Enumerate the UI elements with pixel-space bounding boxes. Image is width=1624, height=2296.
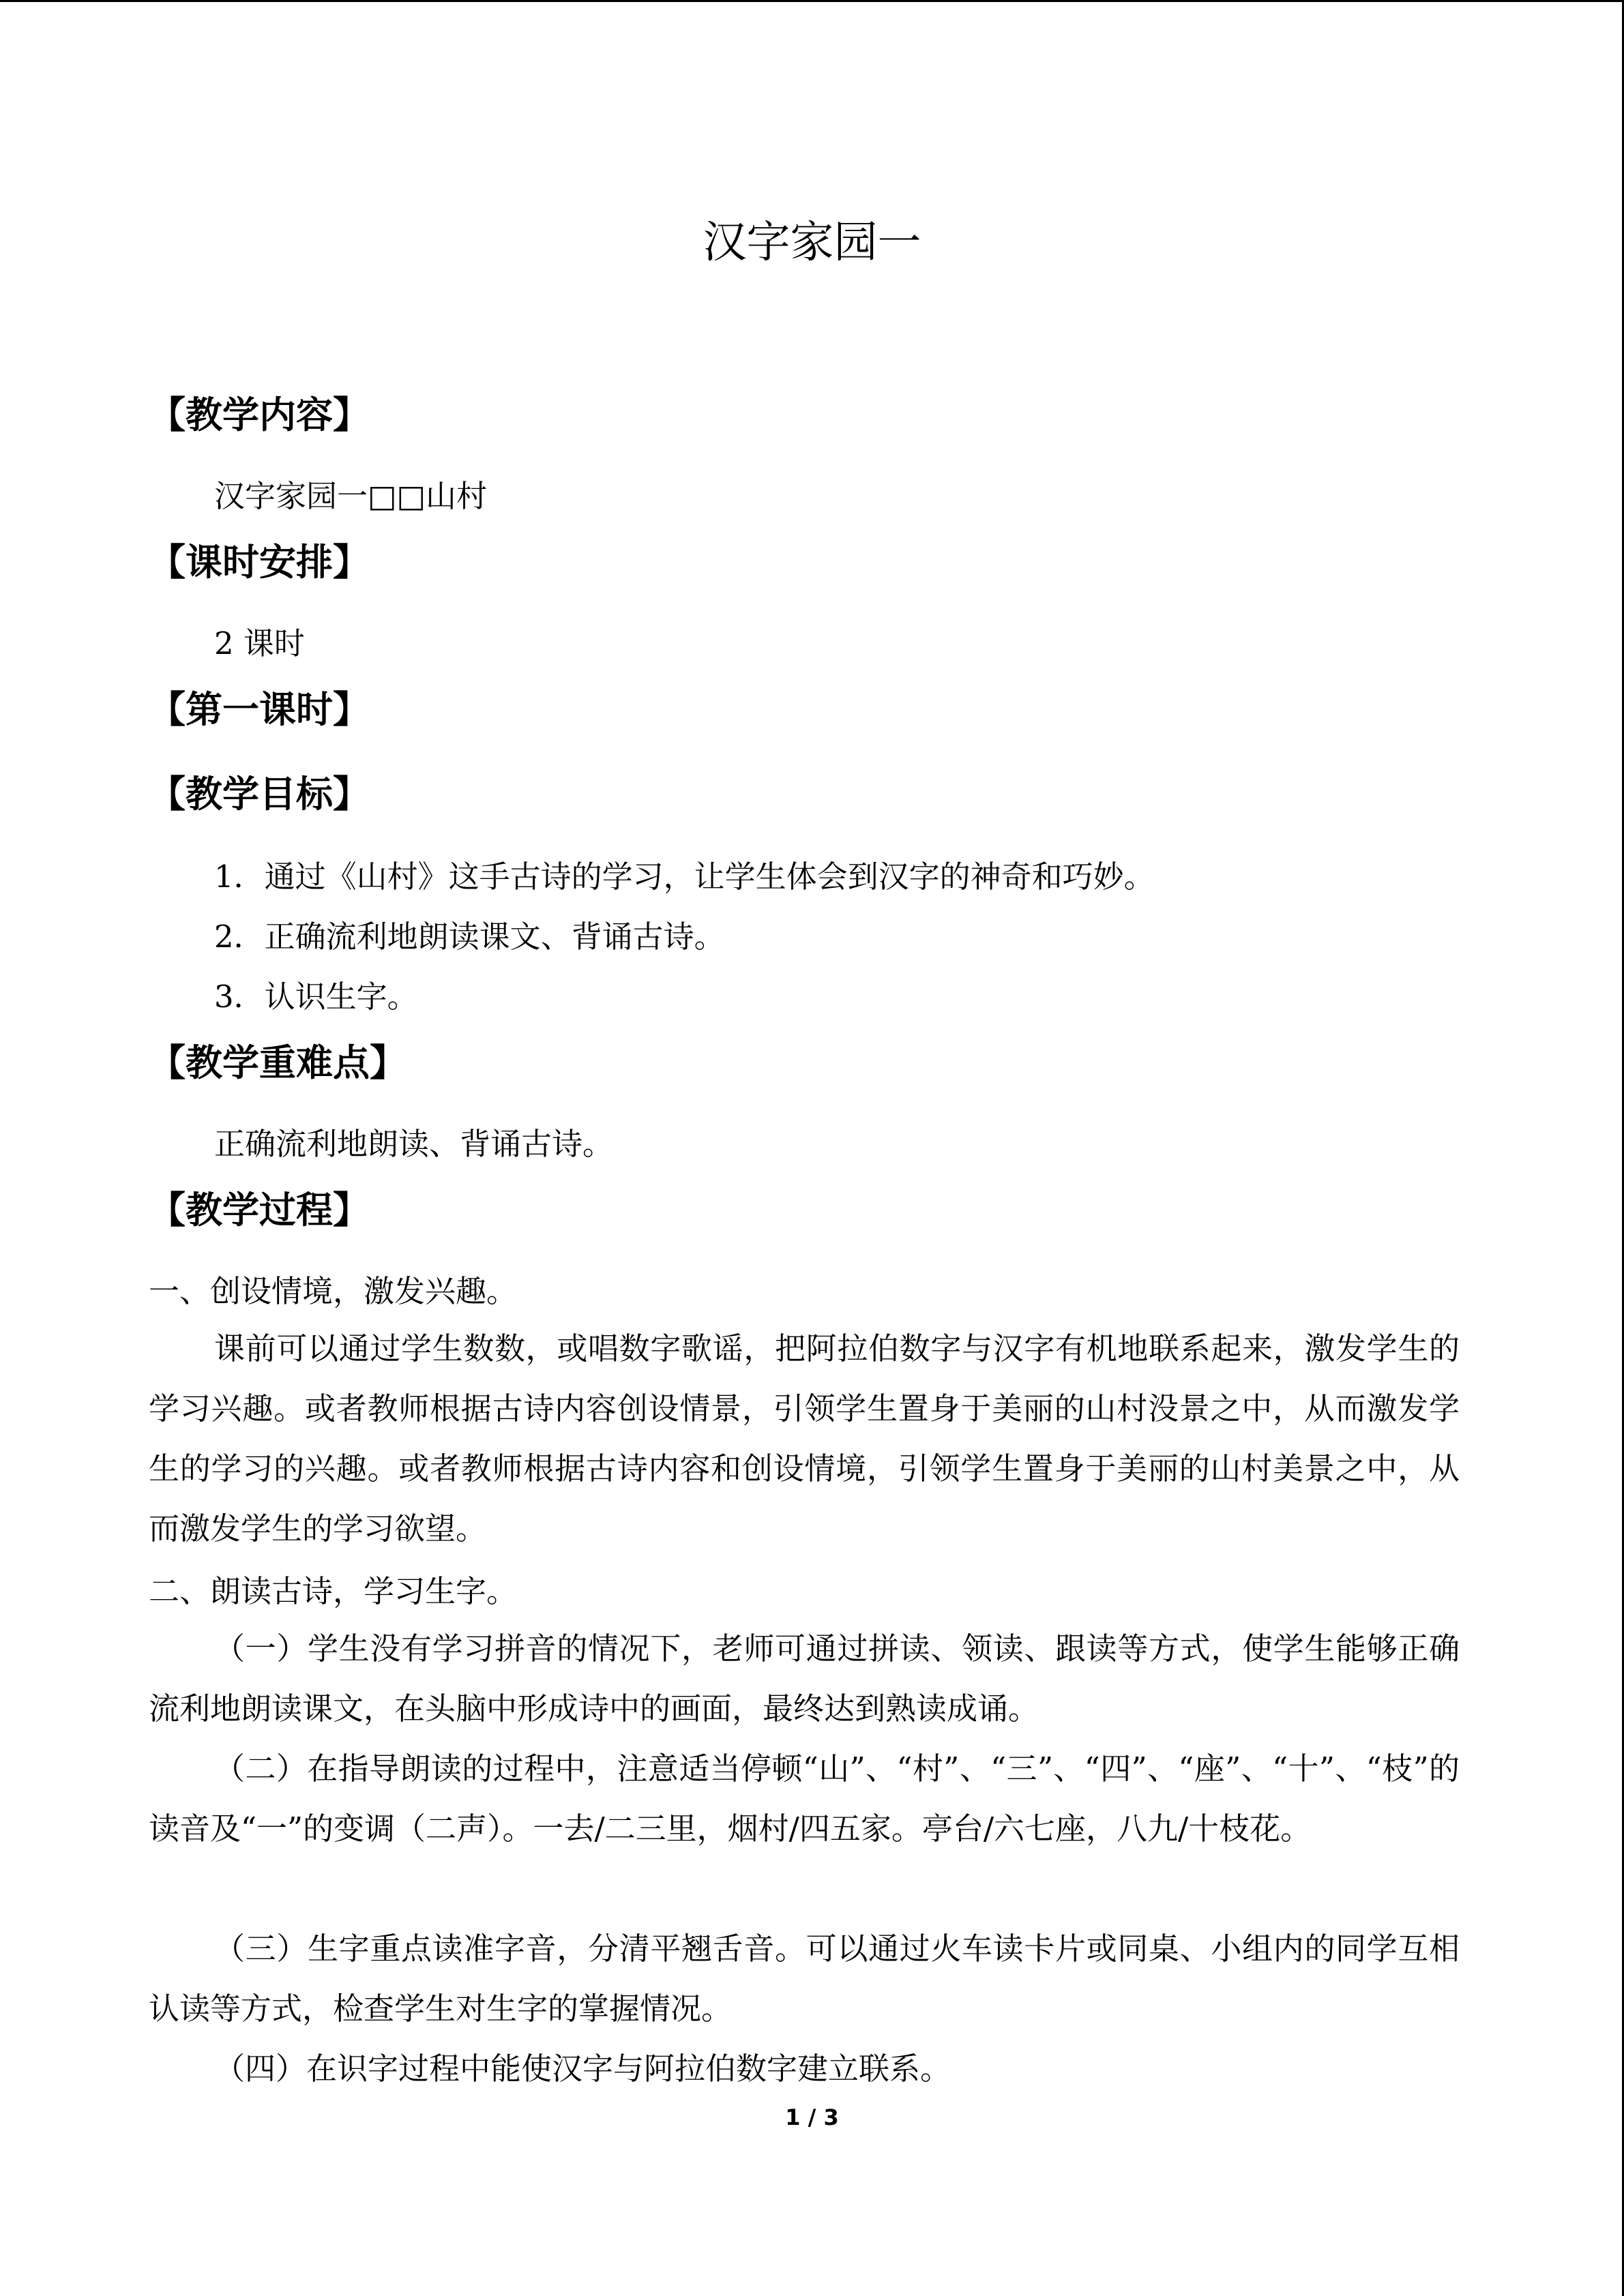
process-step-1-paragraph: 课前可以通过学生数数，或唱数字歌谣，把阿拉伯数字与汉字有机地联系起来，激发学生的学习兴趣。或者教师根据古诗内容创设情景，引领学生置身于美丽的山村没景之中，从而激发学生的学习的兴趣。或者教师根据古诗内容和创设情境，引领学生置身于美丽的山村美景之中，从而激发学生的学习欲望。 [149, 1330, 1460, 1547]
goal-item-1: 1．通过《山村》这手古诗的学习，让学生体会到汉字的神奇和巧妙。 [214, 859, 1155, 895]
goal-item-2: 2．正确流利地朗读课文、背诵古诗。 [214, 919, 725, 955]
process-step-2-title: 二、朗读古诗，学习生字。 [149, 1573, 518, 1609]
key-difficulties-text: 正确流利地朗读、背诵古诗。 [214, 1126, 614, 1162]
heading-teaching-goals: 【教学目标】 [149, 773, 370, 816]
teaching-content-text: 汉字家园一□□山村 [214, 478, 488, 514]
page-title: 汉字家园一 [703, 218, 921, 268]
heading-key-difficulties: 【教学重难点】 [149, 1041, 407, 1084]
goal-item-3: 3．认识生字。 [214, 979, 418, 1015]
process-sub-2-paragraph: （二）在指导朗读的过程中，注意适当停顿“山”、“村”、“三”、“四”、“座”、“十”、“枝”的读音及“一”的变调（二声）。一去/二三里，烟村/四五家。亭台/六七座，八九/十枝花。 [149, 1750, 1460, 1847]
process-step-1-title: 一、创设情境，激发兴趣。 [149, 1273, 518, 1309]
heading-teaching-content: 【教学内容】 [149, 393, 370, 436]
process-sub-1-paragraph: （一）学生没有学习拼音的情况下，老师可通过拼读、领读、跟读等方式，使学生能够正确流利地朗读课文，在头脑中形成诗中的画面，最终达到熟读成诵。 [149, 1630, 1460, 1727]
heading-lesson-one: 【第一课时】 [149, 688, 370, 731]
heading-schedule: 【课时安排】 [149, 541, 370, 584]
heading-teaching-process: 【教学过程】 [149, 1189, 370, 1232]
process-sub-4-paragraph: （四）在识字过程中能使汉字与阿拉伯数字建立联系。 [214, 2051, 951, 2087]
schedule-text: 2 课时 [214, 625, 305, 661]
page-number: 1 / 3 [785, 2104, 839, 2130]
process-sub-3-paragraph: （三）生字重点读准字音，分清平翘舌音。可以通过火车读卡片或同桌、小组内的同学互相认读等方式，检查学生对生字的掌握情况。 [149, 1930, 1460, 2027]
